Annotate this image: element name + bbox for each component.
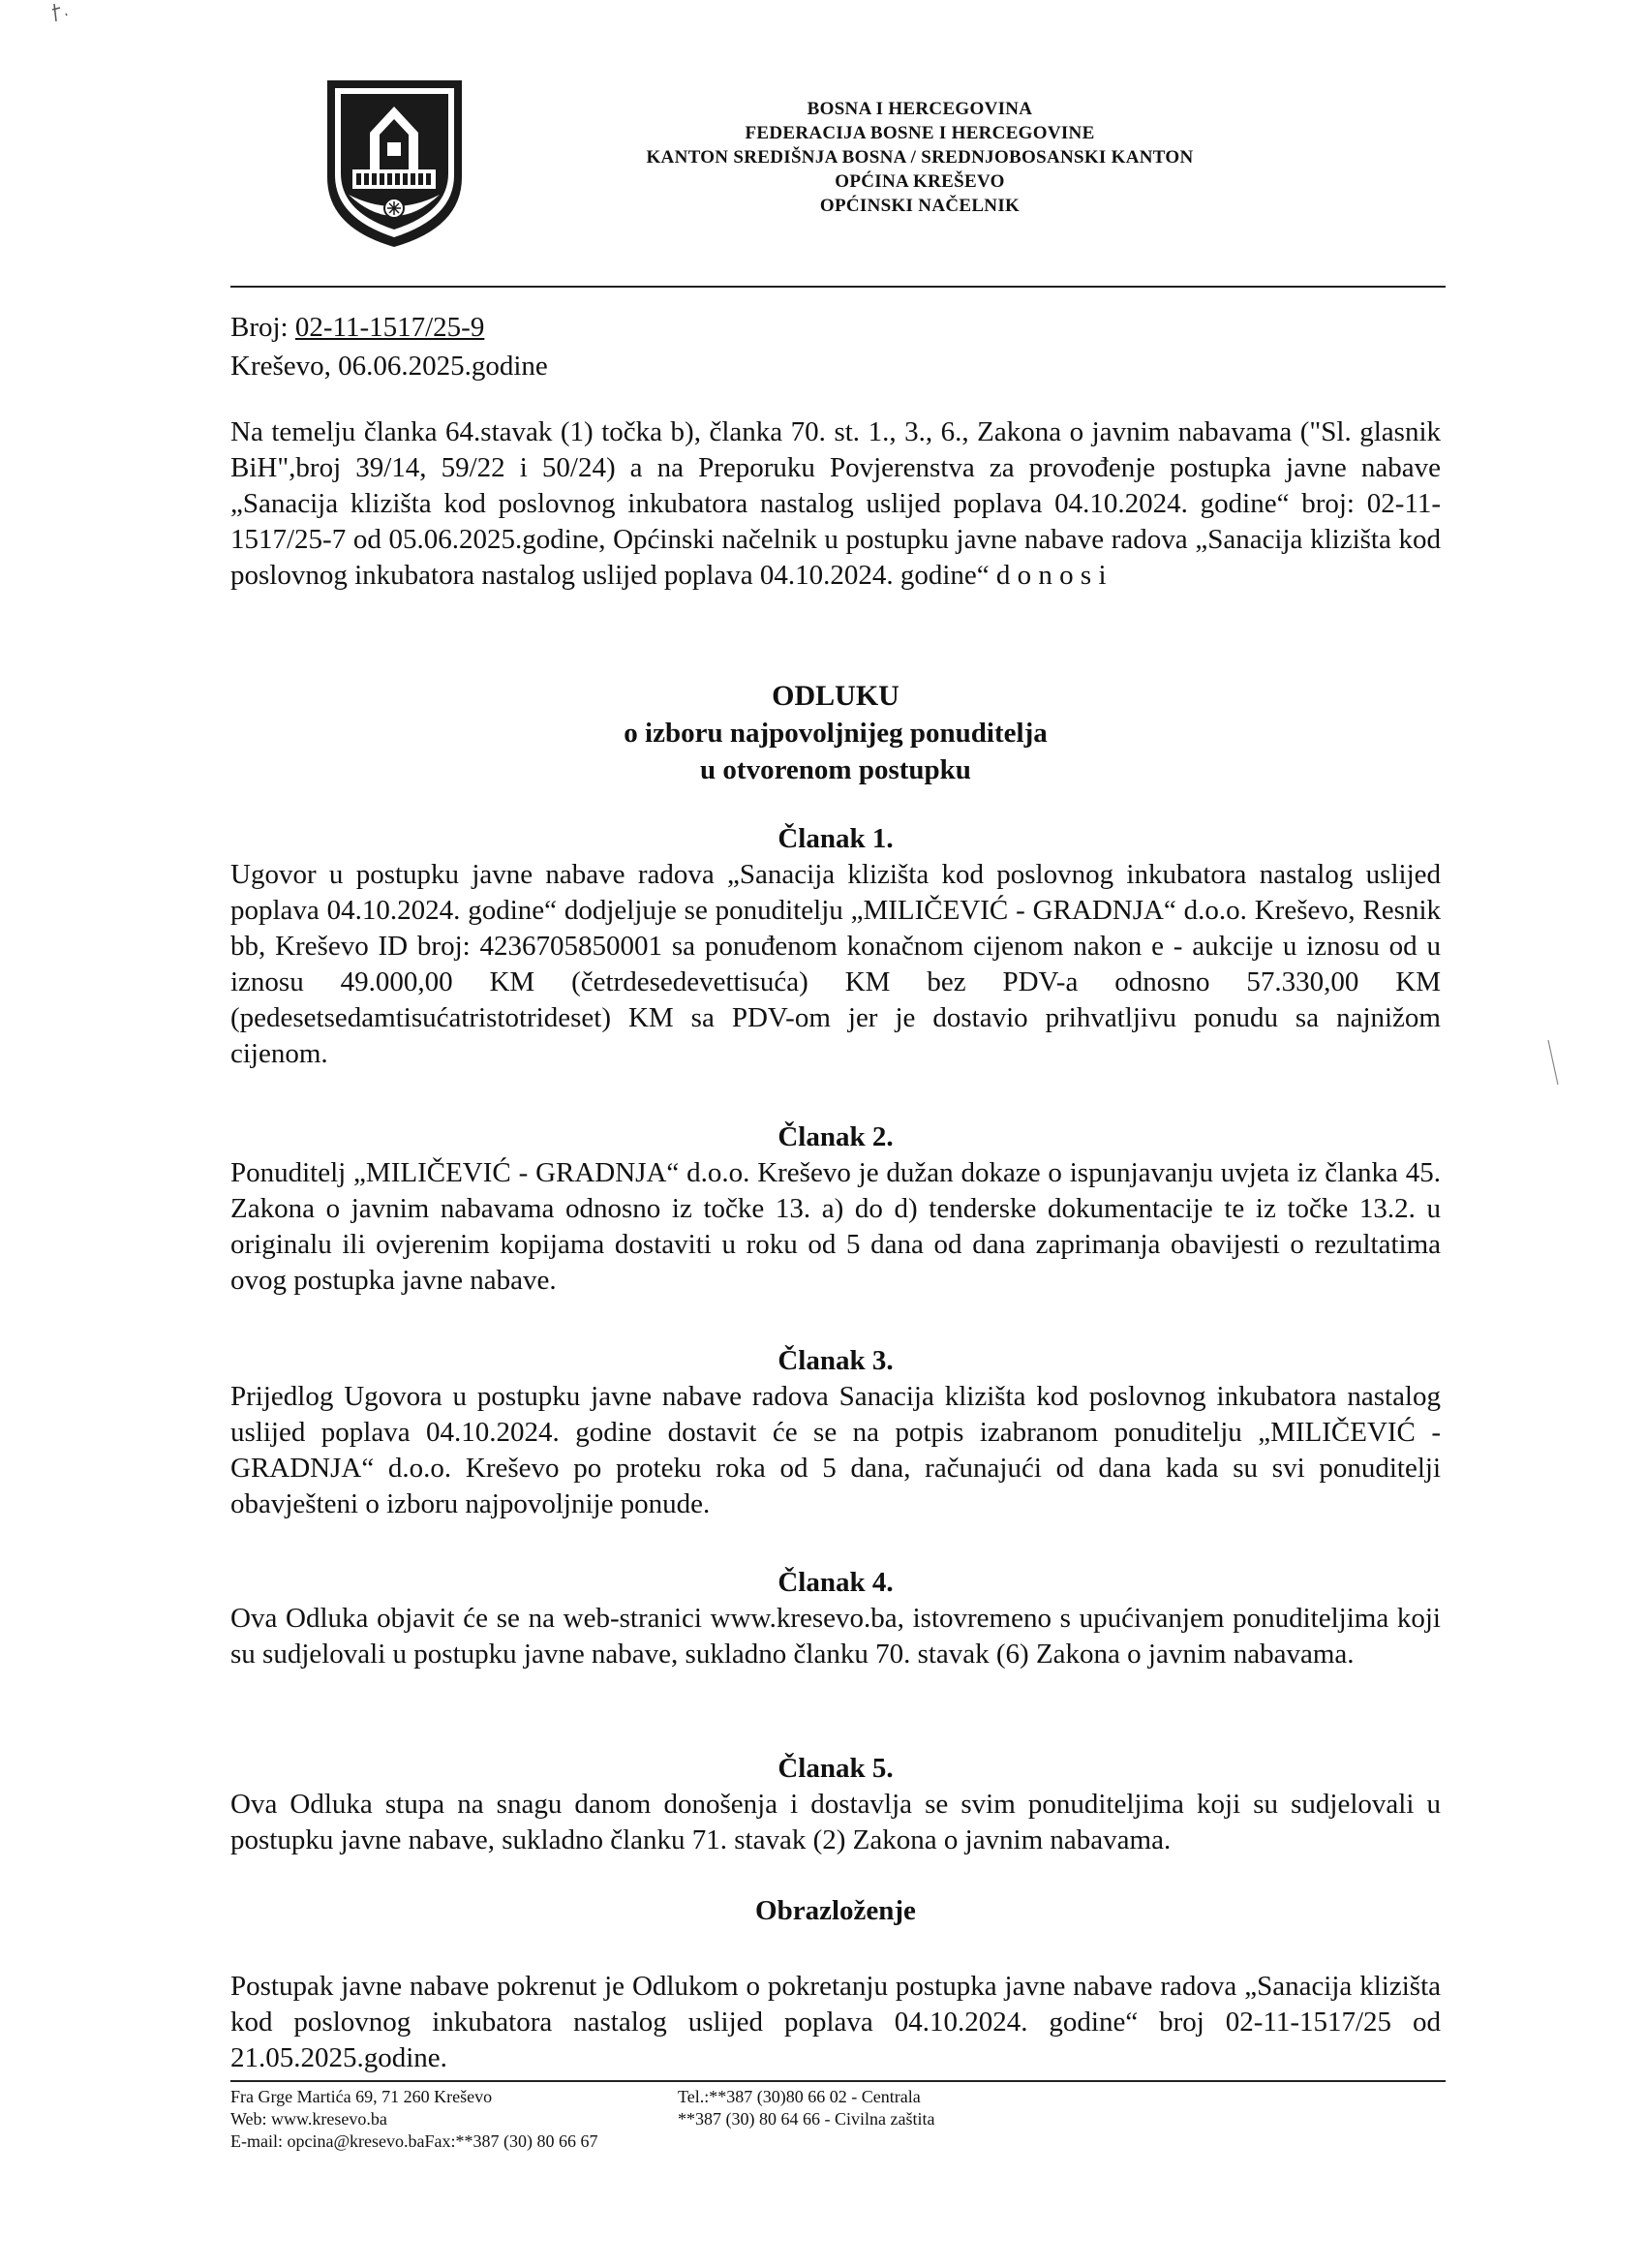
coat-of-arms-icon	[320, 73, 470, 252]
footer-web: Web: www.kresevo.ba	[230, 2109, 387, 2129]
footer-divider	[230, 2080, 1446, 2082]
issuer-header	[542, 97, 1297, 218]
decision-title: ODLUKU	[772, 680, 899, 712]
reference-block	[230, 308, 548, 385]
scan-artifact-stroke	[1544, 1036, 1564, 1094]
preamble: Na temelju članka 64.stavak (1) točka b), članka 70. st. 1., 3., 6., Zakona o javnim nabavama ("Sl. glasnik BiH",broj 39/14, 59/22 i 50/24) a na Preporuku Povjerenstva za provođenje postupka javne nabave „Sanacija klizišta kod poslovnog inkubatora nastalog uslijed poplava 04.10.2024. godine“ broj: 02-11-1517/25-7 od 05.06.2025.godine, Općinski načelnik u postupku javne nabave radova „Sanacija klizišta kod poslovnog inkubatora nastalog uslijed poplava 04.10.2024. godine“ d o n o s i	[230, 416, 1441, 591]
article-3-heading: Članak 3.	[777, 1345, 894, 1376]
justification-heading: Obrazloženje	[755, 1895, 916, 1926]
decision-subtitle-2: u otvorenom postupku	[700, 754, 971, 785]
article-4-heading: Članak 4.	[777, 1567, 894, 1598]
footer-contact-right	[678, 2086, 934, 2130]
article-1-heading: Članak 1.	[777, 823, 894, 854]
article-1-text: Ugovor u postupku javne nabave radova „Sanacija klizišta kod poslovnog inkubatora nastalog uslijed poplava 04.10.2024. godine“ dodjeljuje se ponuditelju „MILIČEVIĆ - GRADNJA“ d.o.o. Kreševo, Resnik bb, Kreševo ID broj: 4236705850001 sa ponuđenom konačnom cijenom nakon e - aukcije u iznosu od u iznosu 49.000,00 KM (četrdesedevettisuća) KM bez PDV-a odnosno 57.330,00 KM (pedesetsedamtisućatristotrideset) KM sa PDV-om jer je dostavio prihvatljivu ponudu sa najnižom cijenom.	[230, 859, 1441, 1069]
header-line-federation: FEDERACIJA BOSNE I HERCEGOVINE	[745, 123, 1095, 143]
justification-text: Postupak javne nabave pokrenut je Odlukom o pokretanju postupka javne nabave radova „Sanacija klizišta kod poslovnog inkubatora nastalog uslijed poplava 04.10.2024. godine“ broj 02-11-1517/25 od 21.05.2025.godine.	[230, 1971, 1441, 2073]
header-line-office: OPĆINSKI NAČELNIK	[819, 196, 1021, 216]
article-2-text: Ponuditelj „MILIČEVIĆ - GRADNJA“ d.o.o. Kreševo je dužan dokaze o ispunjavanju uvjeta iz članka 45. Zakona o javnim nabavama odnosno iz točke 13. a) do d) tenderske dokumentacije te iz točke 13.2. u originalu ili ovjerenim kopijama dostaviti u roku od 5 dana od dana zaprimanja obavijesti o rezultatima ovog postupka javne nabave.	[230, 1157, 1441, 1296]
footer-tel-civil-protection: **387 (30) 80 64 66 - Civilna zaštita	[678, 2109, 935, 2129]
footer-contact-left	[230, 2086, 598, 2153]
article-5-text: Ova Odluka stupa na snagu danom donošenja i dostavlja se svim ponuditeljima koji su sudjelovali u postupku javne nabave, sukladno članku 71. stavak (2) Zakona o javnim nabavama.	[230, 1789, 1441, 1855]
footer-tel-central: Tel.:**387 (30)80 66 02 - Centrala	[678, 2087, 921, 2106]
decision-title-block	[230, 678, 1441, 788]
footer-address: Fra Grge Martića 69, 71 260 Kreševo	[230, 2087, 493, 2106]
header-line-country: BOSNA I HERCEGOVINA	[807, 99, 1033, 119]
header-line-canton: KANTON SREDIŠNJA BOSNA / SREDNJOBOSANSKI KANTON	[646, 147, 1194, 168]
article-2-heading: Članak 2.	[777, 1121, 894, 1152]
footer-email-fax: E-mail: opcina@kresevo.baFax:**387 (30) 80 66 67	[230, 2131, 598, 2151]
decision-subtitle-1: o izboru najpovoljnijeg ponuditelja	[624, 718, 1048, 749]
article-4-text: Ova Odluka objavit će se na web-stranici www.kresevo.ba, istovremeno s upućivanjem ponuditeljima koji su sudjelovali u postupku javne nabave, sukladno članku 70. stavak (6) Zakona o javnim nabavama.	[230, 1603, 1441, 1670]
reference-label: Broj:	[230, 312, 295, 343]
place-date: Kreševo, 06.06.2025.godine	[230, 351, 548, 382]
article-5-heading: Članak 5.	[777, 1753, 894, 1784]
header-divider	[230, 286, 1446, 288]
reference-number: 02-11-1517/25-9	[294, 312, 485, 343]
scan-artifact-mark	[46, 0, 76, 39]
article-3-text: Prijedlog Ugovora u postupku javne nabave radova Sanacija klizišta kod poslovnog inkubatora nastalog uslijed poplava 04.10.2024. godine dostavit će se na potpis izabranom ponuditelju „MILIČEVIĆ - GRADNJA“ d.o.o. Kreševo po proteku roka od 5 dana, računajući od dana kada su svi ponuditelji obavješteni o izboru najpovoljnije ponude.	[230, 1381, 1441, 1519]
header-line-municipality: OPĆINA KREŠEVO	[835, 171, 1005, 192]
